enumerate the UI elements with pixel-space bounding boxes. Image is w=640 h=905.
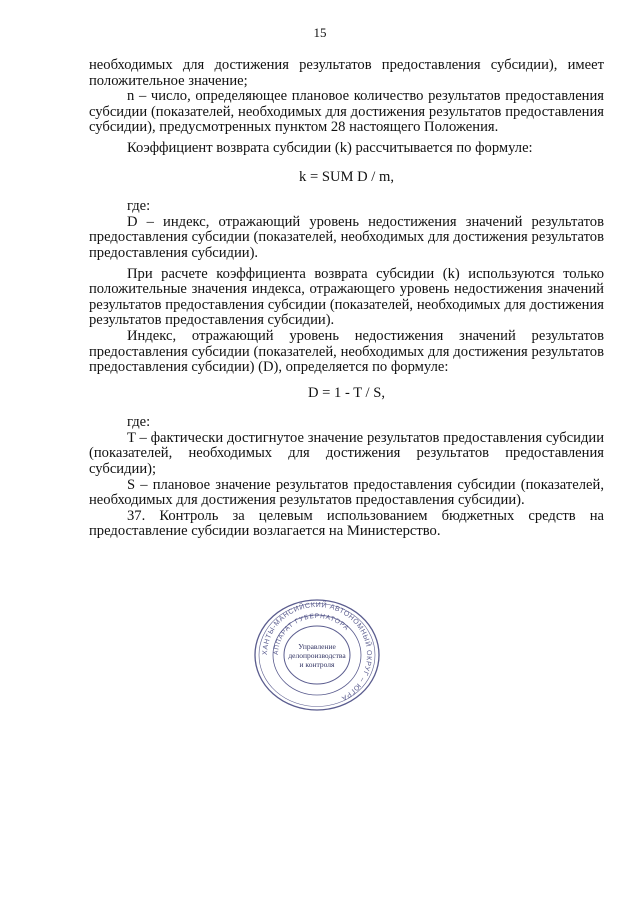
paragraph-continuation: необходимых для достижения результатов предоставления субсидии), имеет положительное значение; [89, 57, 604, 89]
where-label-1: где: [127, 198, 151, 215]
paragraph-positive-values: При расчете коэффициента возврата субсидии (k) используются только положительные значения индекса, отражающего уровень недостижения значений результатов предоставления субсидии (показателей, необходимых для достижения результатов предоставления субсидии). [89, 265, 604, 329]
paragraph-s-definition: S – плановое значение результатов предоставления субсидии (показателей, необходимых для достижения результатов предоставления субсидии). [89, 476, 604, 509]
seal-graphic [250, 598, 384, 713]
seal-center-line-1: Управление [298, 642, 336, 651]
formula-k: k = SUM D / m, [299, 168, 394, 185]
paragraph-k-formula-intro: Коэффициент возврата субсидии (k) рассчитывается по формуле: [127, 139, 533, 156]
seal-inner-ring-text: АППАРАТ ГУБЕРНАТОРА [272, 612, 351, 656]
official-seal-stamp [250, 598, 384, 713]
formula-d: D = 1 - T / S, [307, 384, 386, 401]
seal-outer-ring-text: ХАНТЫ-МАНСИЙСКИЙ АВТОНОМНЫЙ ОКРУГ – ЮГРА [261, 601, 373, 702]
paragraph-d-definition: D – индекс, отражающий уровень недостижения значений результатов предоставления субсидии (показателей, необходимых для достижения результатов предоставления субсидии). [89, 213, 604, 261]
paragraph-d-formula-intro: Индекс, отражающий уровень недостижения значений результатов предоставления субсидии (показателей, необходимых для достижения результатов предоставления субсидии) (D), определяется по формуле: [89, 327, 604, 376]
paragraph-n-definition: n – число, определяющее плановое количество результатов предоставления субсидии (показателей, необходимых для достижения результатов предоставления субсидии), предусмотренных пунктом 28 настоящего Положения. [89, 88, 604, 136]
where-label-2: где: [127, 414, 151, 431]
page-number: 15 [313, 25, 327, 40]
seal-center-line-3: и контроля [299, 660, 335, 669]
document-body [89, 58, 604, 540]
paragraph-t-definition: T – фактически достигнутое значение результатов предоставления субсидии (показателей, необходимых для достижения результатов предоставления субсидии); [89, 429, 604, 478]
seal-center-line-2: делопроизводства [288, 651, 346, 660]
paragraph-item-37: 37. Контроль за целевым использованием бюджетных средств на предоставление субсидии возлагается на Министерство. [89, 507, 604, 540]
